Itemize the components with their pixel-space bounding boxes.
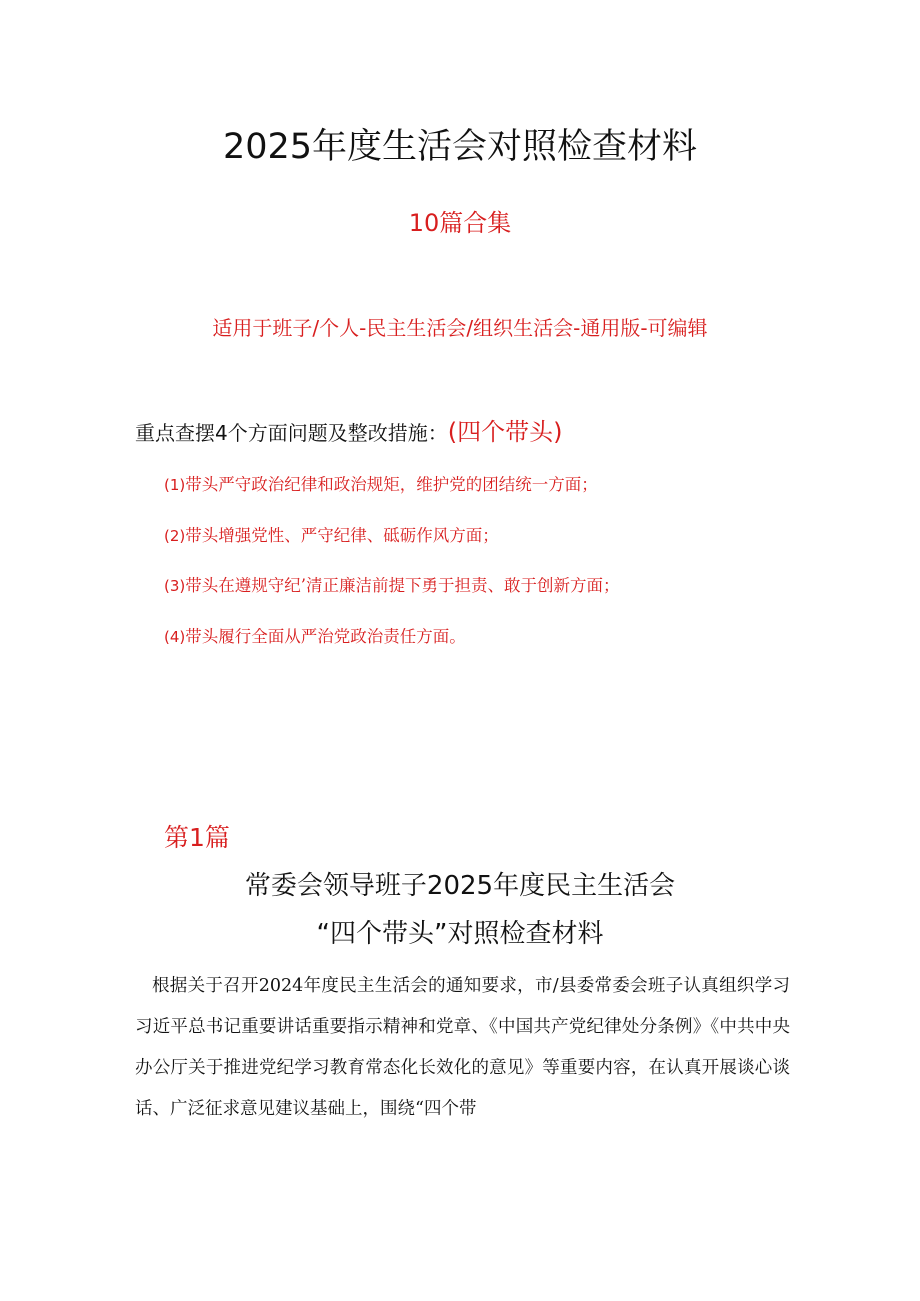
focus-highlight: (四个带头)	[447, 418, 563, 446]
focus-item-text: 带头严守政治纪律和政治规矩，维护党的团结统一方面；	[185, 475, 598, 494]
focus-heading	[135, 416, 562, 449]
usage-note: 适用于班子/个人-民主生活会/组织生活会-通用版-可编辑	[212, 316, 708, 340]
document-title: 2025年度生活会对照检查材料	[222, 127, 698, 167]
focus-item	[164, 472, 620, 498]
focus-prefix: 重点查摆4个方面问题及整改措施：	[135, 421, 448, 445]
focus-item	[164, 624, 620, 650]
section-title-line-2: “四个带头”对照检查材料	[316, 919, 604, 949]
focus-item-text: 带头增强党性、严守纪律、砥砺作风方面；	[185, 525, 499, 545]
focus-item	[164, 573, 620, 599]
focus-item-number: (3)	[164, 577, 186, 595]
section-label: 第1篇	[164, 823, 230, 852]
focus-item-number: (2)	[164, 526, 186, 545]
focus-items-list	[164, 472, 620, 674]
focus-item-number: (1)	[164, 476, 186, 494]
document-subtitle: 10篇合集	[408, 209, 512, 237]
focus-item	[164, 523, 620, 549]
focus-item-text: 带头在遵规守纪’清正廉洁前提下勇于担责、敢于创新方面；	[185, 576, 620, 595]
focus-item-number: (4)	[164, 627, 186, 646]
section-title-line-1: 常委会领导班子2025年度民主生活会	[244, 871, 676, 901]
body-paragraph: 根据关于召开2024年度民主生活会的通知要求，市/县委常委会班子认真组织学习习近平总书记重要讲话重要指示精神和党章、《中国共产党纪律处分条例》《中共中央办公厅关于推进党纪学习教育常态化长效化的意见》等重要内容，在认真开展谈心谈话、广泛征求意见建议基础上，围绕“四个带	[135, 976, 790, 1119]
focus-item-text: 带头履行全面从严治党政治责任方面。	[185, 626, 466, 646]
